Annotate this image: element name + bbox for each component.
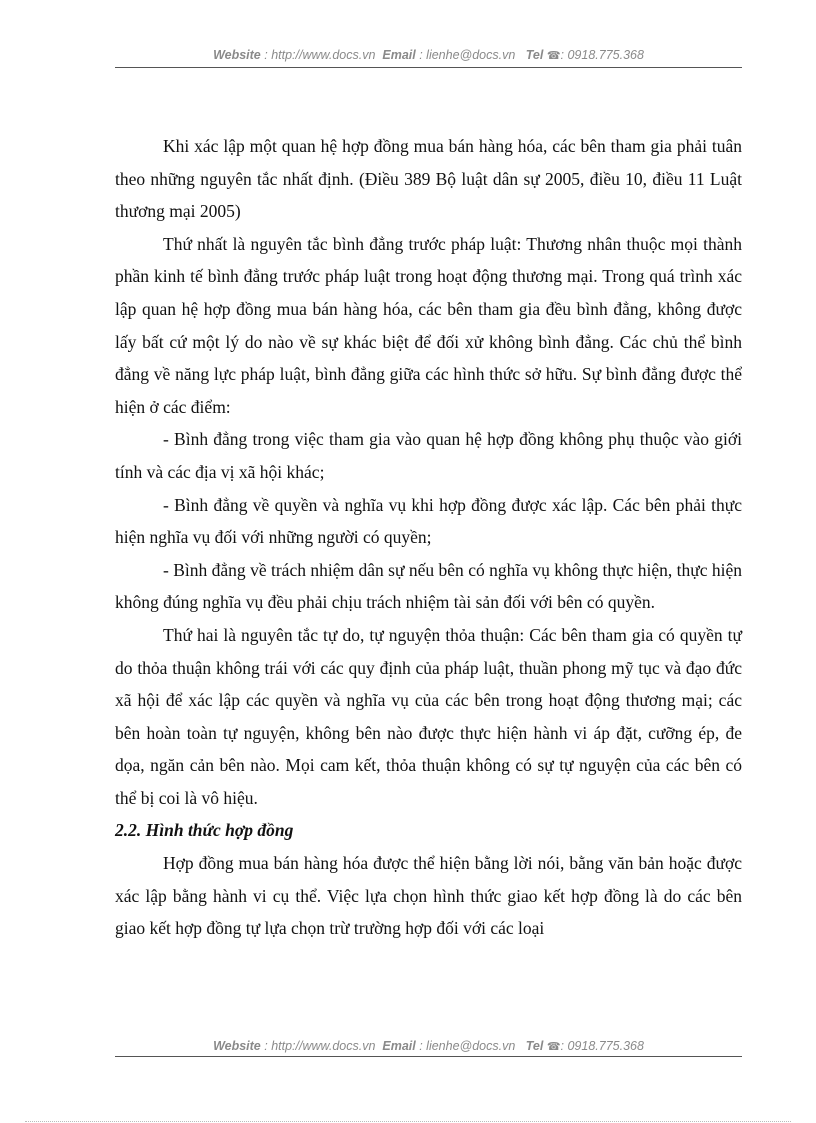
phone-icon: ☎ (546, 50, 561, 62)
paragraph: Hợp đồng mua bán hàng hóa được thể hiện bằng lời nói, bằng văn bản hoặc được xác lập bằng hành vi cụ thể. Việc lựa chọn hình thức giao kết hợp đồng là do các bên giao kết hợp đồng tự lựa chọn trừ trường hợp đối với các loại (115, 853, 742, 939)
document-body (115, 130, 742, 945)
website-value: : http://www.docs.vn (264, 1039, 376, 1053)
tel-label: Tel (525, 48, 544, 62)
bullet-paragraph: - Bình đẳng về quyền và nghĩa vụ khi hợp đồng được xác lập. Các bên phải thực hiện nghĩa vụ đối với những người có quyền; (115, 494, 742, 548)
section-heading: 2.2. Hình thức hợp đồng (115, 820, 294, 841)
bullet-paragraph: - Bình đẳng trong việc tham gia vào quan hệ hợp đồng không phụ thuộc vào giới tính và các địa vị xã hội khác; (115, 429, 742, 482)
header-rule (115, 67, 742, 68)
tel-value: : 0918.775.368 (560, 1039, 644, 1053)
tel-value: : 0918.775.368 (560, 48, 644, 62)
bullet-paragraph: - Bình đẳng về trách nhiệm dân sự nếu bên có nghĩa vụ không thực hiện, thực hiện không đúng nghĩa vụ đều phải chịu trách nhiệm tài sản đối với bên có quyền. (115, 559, 742, 613)
paragraph: Thứ nhất là nguyên tắc bình đẳng trước pháp luật: Thương nhân thuộc mọi thành phần kinh tế bình đẳng trước pháp luật trong hoạt động thương mại. Trong quá trình xác lập quan hệ hợp đồng mua bán hàng hóa, các bên tham gia đều bình đẳng, không được lấy bất cứ một lý do nào về sự khác biệt để đối xử không bình đẳng. Các chủ thể bình đẳng về năng lực pháp luật, bình đẳng giữa các hình thức sở hữu. Sự bình đẳng được thể hiện ở các điểm: (115, 233, 742, 417)
page-footer (115, 1039, 742, 1053)
website-label: Website (213, 1039, 261, 1053)
phone-icon: ☎ (546, 1041, 561, 1053)
footer-rule (115, 1056, 742, 1057)
email-value: : lienhe@docs.vn (419, 1039, 516, 1053)
email-value: : lienhe@docs.vn (419, 48, 516, 62)
page-edge-divider (25, 1121, 791, 1122)
paragraph: Khi xác lập một quan hệ hợp đồng mua bán hàng hóa, các bên tham gia phải tuân theo những nguyên tắc nhất định. (Điều 389 Bộ luật dân sự 2005, điều 10, điều 11 Luật thương mại 2005) (115, 136, 742, 222)
email-label: Email (382, 48, 416, 62)
tel-label: Tel (525, 1039, 544, 1053)
paragraph: Thứ hai là nguyên tắc tự do, tự nguyện thỏa thuận: Các bên tham gia có quyền tự do thỏa thuận không trái với các quy định của pháp luật, thuần phong mỹ tục và đạo đức xã hội để xác lập các quyền và nghĩa vụ của các bên trong hoạt động thương mại; các bên hoàn toàn tự nguyện, không bên nào được thực hiện hành vi áp đặt, cưỡng ép, đe dọa, ngăn cản bên nào. Mọi cam kết, thỏa thuận không có sự tự nguyện của các bên có thể bị coi là vô hiệu. (115, 624, 742, 808)
website-label: Website (213, 48, 261, 62)
email-label: Email (382, 1039, 416, 1053)
website-value: : http://www.docs.vn (264, 48, 376, 62)
page-header (115, 48, 742, 62)
